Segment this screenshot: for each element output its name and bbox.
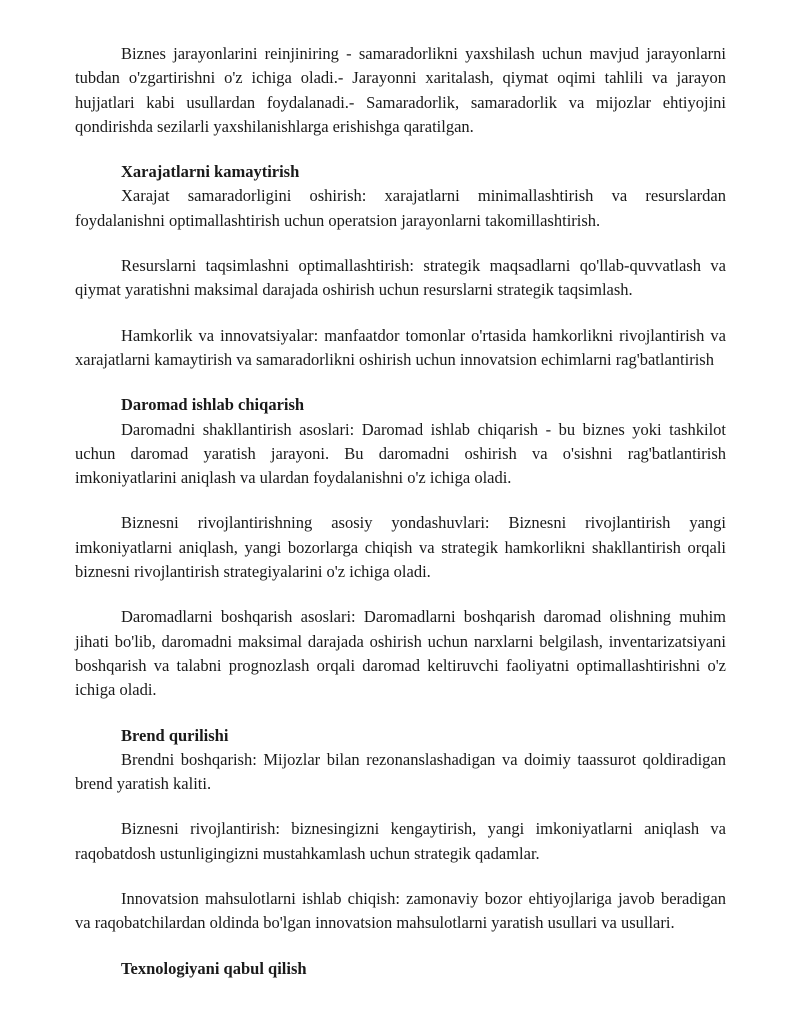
section-revenue-generation — [75, 393, 726, 702]
section-paragraph: Daromadlarni boshqarish asoslari: Daromadlarni boshqarish daromad olishning muhim jihati bo'lib, daromadni maksimal darajada oshirish uchun narxlarni belgilash, inventarizatsiyani boshqarish va talabni prognozlash orqali daromad keltiruvchi faoliyatni optimallashtirishni o'z ichiga oladi. — [75, 607, 726, 700]
section-paragraph: Brendni boshqarish: Mijozlar bilan rezonanslashadigan va doimiy taassurot qoldiradigan brend yaratish kaliti. — [75, 749, 726, 794]
section-cost-reduction — [75, 160, 726, 372]
section-heading: Brend qurilishi — [121, 725, 229, 745]
intro-paragraph: Biznes jarayonlarini reinjiniring - samaradorlikni yaxshilash uchun mavjud jarayonlarni tubdan o'zgartirishni o'z ichiga oladi.- Jarayonni xaritalash, qiymat oqimi tahlili va jarayon hujjatlari kabi usullardan foydalanadi.- Samaradorlik, samaradorlik va mijozlar ehtiyojini qondirishda sezilarli yaxshilanishlarga erishishga qaratilgan. — [75, 44, 726, 136]
section-heading: Xarajatlarni kamaytirish — [121, 162, 300, 182]
section-brand-building — [75, 724, 726, 936]
section-paragraph: Daromadni shakllantirish asoslari: Daromad ishlab chiqarish - bu biznes yoki tashkilot uchun daromad yaratish jarayoni. Bu daromadni oshirish va o'sishni rag'batlantirish imkoniyatlarini aniqlash va ulardan foydalanishni o'z ichiga oladi. — [75, 419, 726, 488]
section-paragraph: Hamkorlik va innovatsiyalar: manfaatdor tomonlar o'rtasida hamkorlikni rivojlantirish va xarajatlarni kamaytirish va samaradorlikni oshirish uchun innovatsion echimlarni rag'batlantirish — [75, 325, 726, 369]
section-paragraph: Resurslarni taqsimlashni optimallashtirish: strategik maqsadlarni qo'llab-quvvatlash va qiymat yaratishni maksimal darajada oshirish uchun resurslarni strategik taqsimlash. — [75, 256, 726, 300]
document-page — [75, 42, 726, 981]
section-paragraph: Xarajat samaradorligini oshirish: xarajatlarni minimallashtirish va resurslardan foydalanishni optimallashtirish uchun operatsion jarayonlarni takomillashtirish. — [75, 186, 726, 230]
section-heading: Texnologiyani qabul qilish — [121, 958, 307, 978]
section-technology-adoption — [75, 957, 726, 981]
section-heading: Daromad ishlab chiqarish — [121, 395, 305, 415]
section-paragraph: Innovatsion mahsulotlarni ishlab chiqish: zamonaviy bozor ehtiyojlariga javob beradigan va raqobatchilardan oldinda bo'lgan innovatsion mahsulotlarni yaratish usullari va usullari. — [75, 889, 726, 933]
section-paragraph: Biznesni rivojlantirishning asosiy yondashuvlari: Biznesni rivojlantirish yangi imkoniyatlarni aniqlash, yangi bozorlarga chiqish va strategik hamkorlikni shakllantirish orqali biznesni rivojlantirish strategiyalarini o'z ichiga oladi. — [75, 513, 726, 582]
section-paragraph: Biznesni rivojlantirish: biznesingizni kengaytirish, yangi imkoniyatlarni aniqlash va raqobatdosh ustunligingizni mustahkamlash uchun strategik qadamlar. — [75, 819, 726, 863]
